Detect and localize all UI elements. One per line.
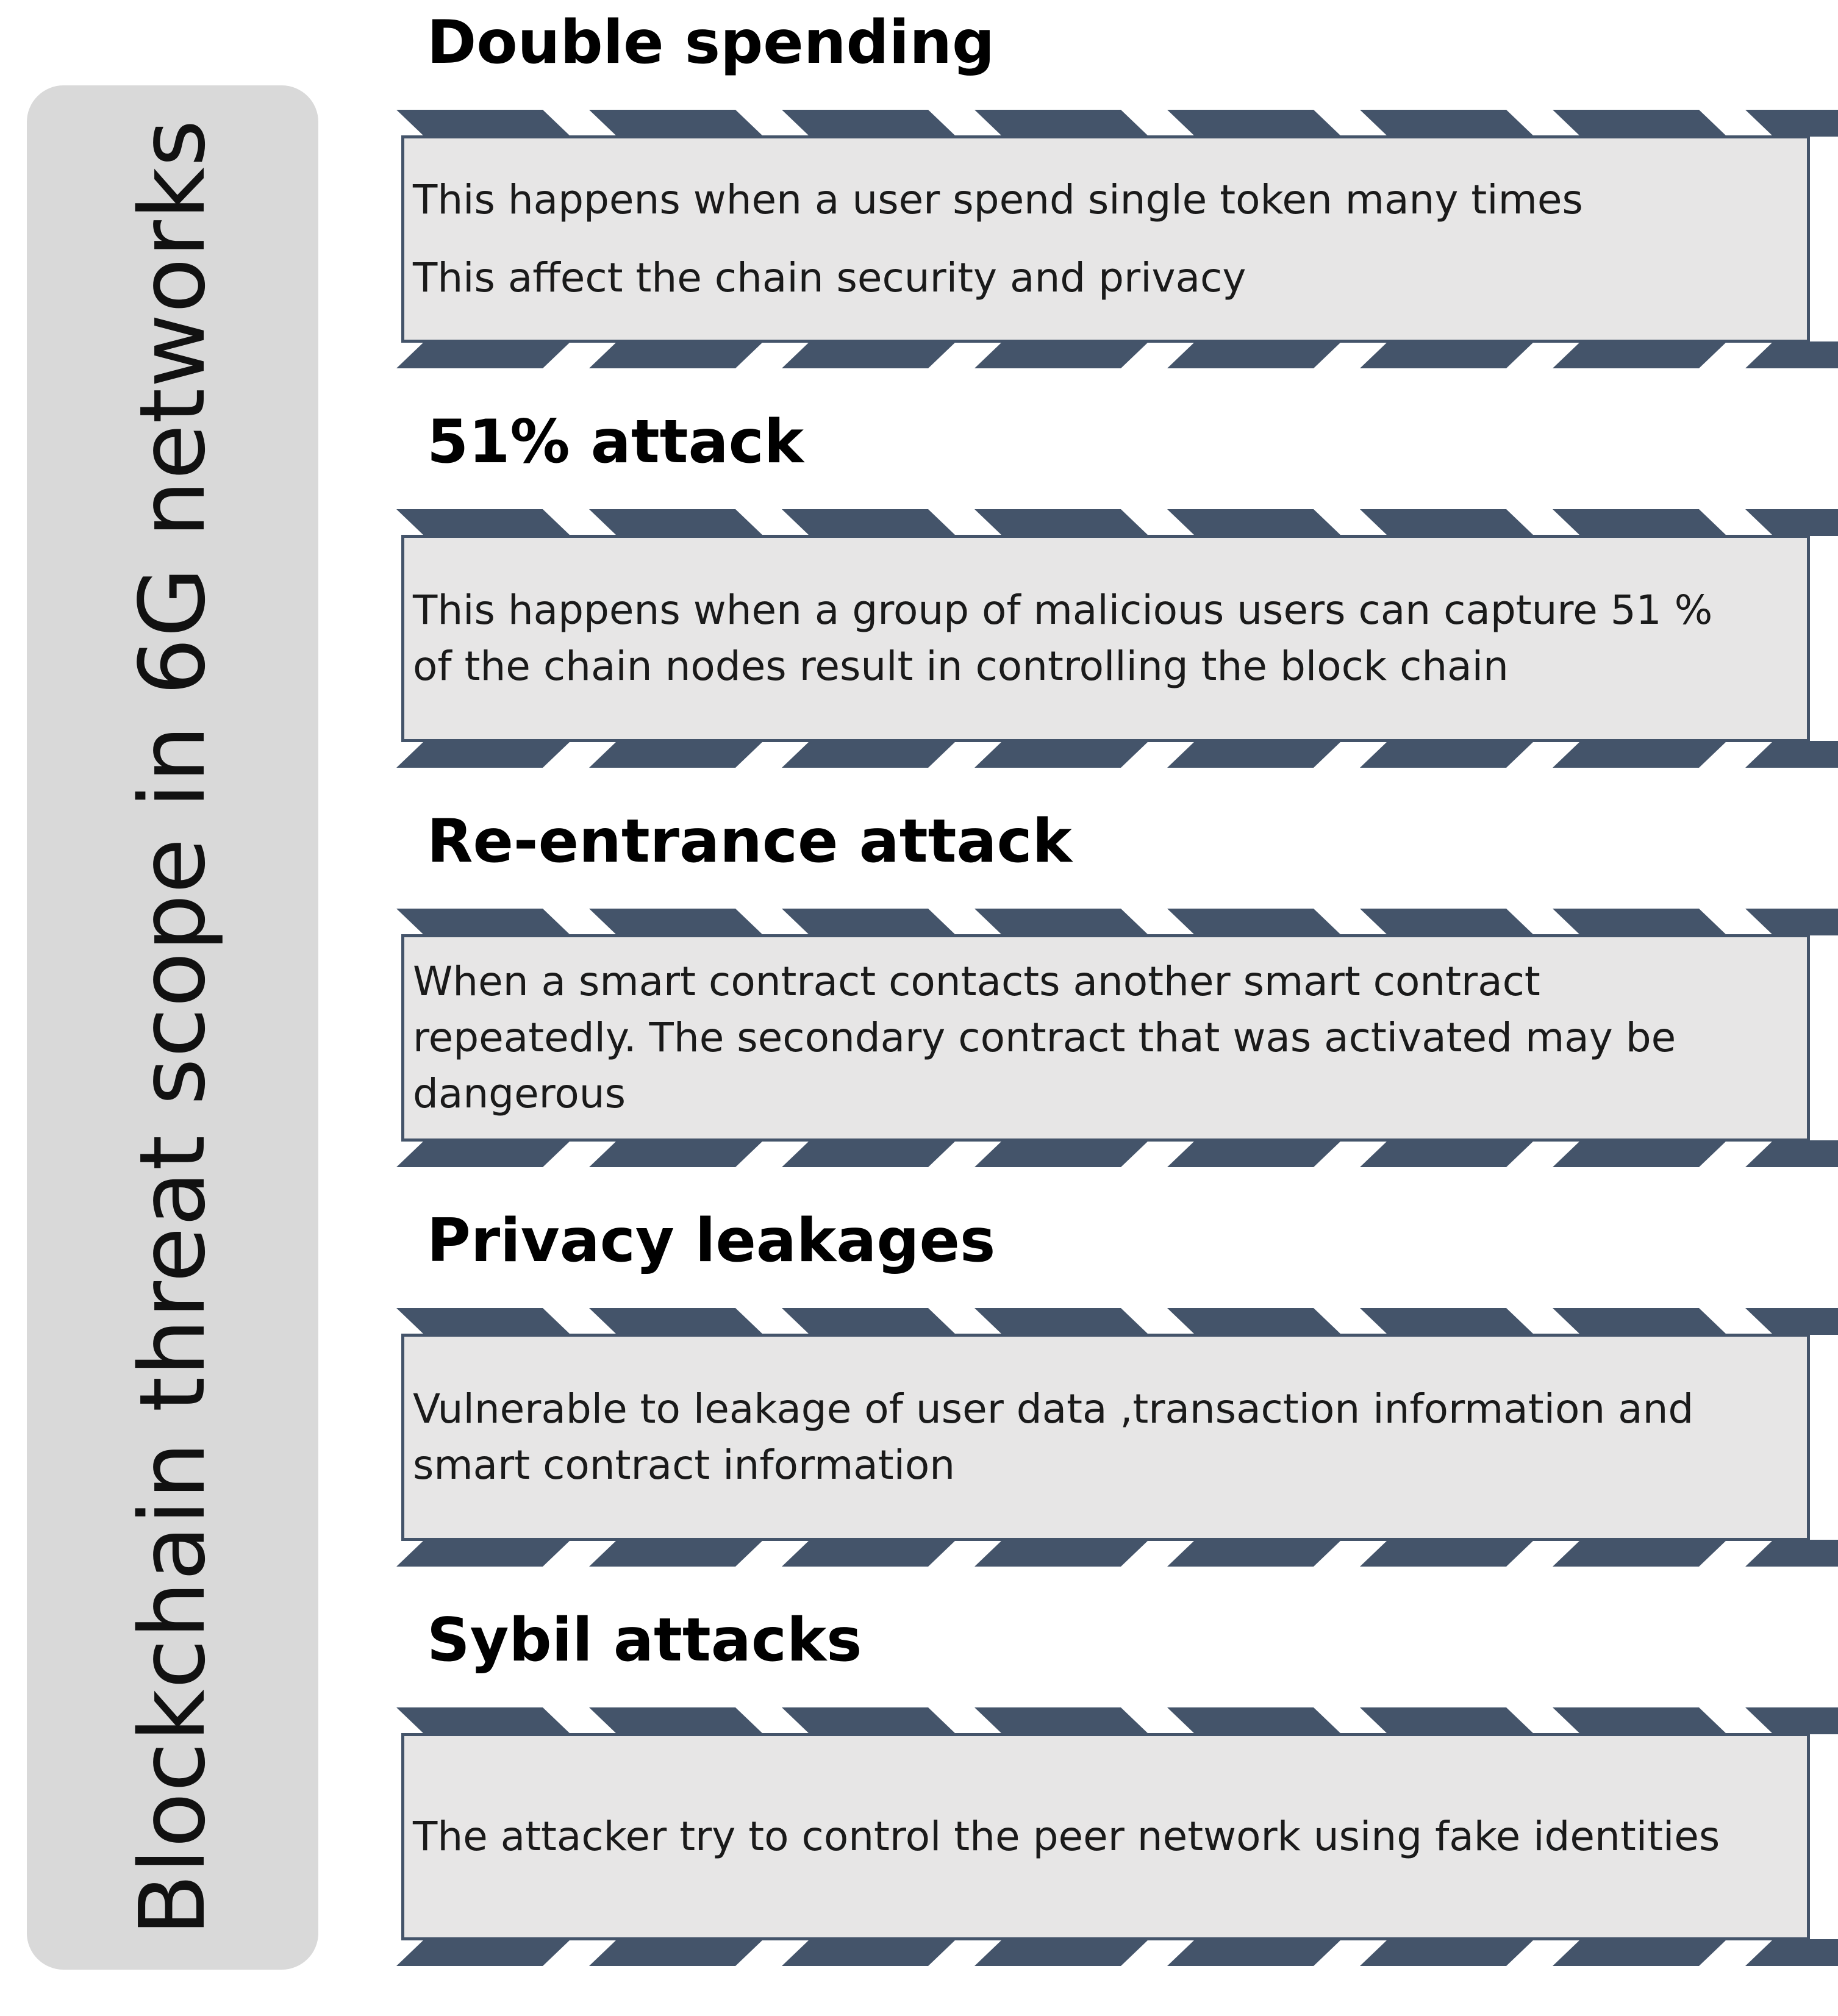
stripe-chevron-segment	[974, 741, 1149, 768]
stripe-chevron-segment	[589, 1939, 763, 1966]
stripe-chevron-segment	[1553, 1140, 1727, 1167]
threat-sybil-attacks	[396, 1598, 1815, 1964]
stripe-chevron-segment	[974, 909, 1149, 935]
stripe-chevron-segment	[396, 1140, 571, 1167]
stripe-chevron-segment	[974, 1707, 1149, 1734]
stripe-chevron-segment	[782, 1540, 956, 1567]
threat-51-percent-attack	[396, 399, 1815, 765]
stripe-chevron-segment	[589, 110, 763, 137]
threat-re-entrance-attack	[396, 799, 1815, 1165]
stripe-chevron-segment	[1745, 741, 1838, 768]
stripe-chevron-segment	[396, 1308, 571, 1335]
stripe-chevron-segment	[974, 1140, 1149, 1167]
threat-heading: Re-entrance attack	[427, 807, 1072, 876]
stripe-chevron-segment	[1553, 1707, 1727, 1734]
stripe-chevron-segment	[782, 110, 956, 137]
stripe-chevron-segment	[974, 110, 1149, 137]
stripe-chevron-segment	[1553, 741, 1727, 768]
threat-heading: Double spending	[427, 8, 995, 77]
stripe-chevron-segment	[1167, 341, 1342, 368]
stripe-chevron-segment	[1360, 341, 1534, 368]
stripe-chevron-segment	[396, 110, 571, 137]
stripe-bottom	[396, 741, 1815, 768]
stripe-chevron-segment	[1360, 1308, 1534, 1335]
threat-description-line: dangerous	[413, 1070, 626, 1117]
stripe-chevron-segment	[1553, 110, 1727, 137]
stripe-chevron-segment	[1167, 1308, 1342, 1335]
threat-description-box	[401, 1334, 1810, 1541]
stripe-chevron-segment	[974, 509, 1149, 536]
stripe-chevron-segment	[396, 1707, 571, 1734]
stripe-chevron-segment	[782, 741, 956, 768]
stripe-chevron-segment	[782, 1939, 956, 1966]
threat-heading: Sybil attacks	[427, 1606, 862, 1675]
stripe-chevron-segment	[782, 509, 956, 536]
side-title: Blockchain threat scope in 6G networks	[120, 119, 225, 1936]
threat-description-line: Vulnerable to leakage of user data ,transaction information and	[413, 1385, 1694, 1432]
stripe-chevron-segment	[1360, 1939, 1534, 1966]
stripe-chevron-segment	[1360, 741, 1534, 768]
stripe-chevron-segment	[1745, 1308, 1838, 1335]
threat-description-line: of the chain nodes result in controlling the block chain	[413, 643, 1509, 690]
stripe-top	[396, 1707, 1815, 1734]
threat-heading: 51% attack	[427, 407, 804, 477]
stripe-chevron-segment	[1745, 1540, 1838, 1567]
stripe-bottom	[396, 1140, 1815, 1167]
threat-description-line: When a smart contract contacts another smart contract	[413, 958, 1540, 1005]
stripe-chevron-segment	[974, 1939, 1149, 1966]
threat-description-line: This happens when a group of malicious users can capture 51 %	[413, 587, 1713, 634]
stripe-chevron-segment	[1360, 1540, 1534, 1567]
stripe-chevron-segment	[589, 341, 763, 368]
stripe-chevron-segment	[396, 1540, 571, 1567]
stripe-chevron-segment	[974, 1308, 1149, 1335]
stripe-chevron-segment	[1167, 110, 1342, 137]
stripe-chevron-segment	[589, 1140, 763, 1167]
stripe-chevron-segment	[396, 509, 571, 536]
stripe-chevron-segment	[589, 909, 763, 935]
stripe-chevron-segment	[1167, 509, 1342, 536]
threat-description-line: smart contract information	[413, 1442, 956, 1489]
stripe-chevron-segment	[782, 1707, 956, 1734]
stripe-chevron-segment	[1553, 1308, 1727, 1335]
stripe-chevron-segment	[1167, 1140, 1342, 1167]
stripe-chevron-segment	[782, 341, 956, 368]
stripe-chevron-segment	[396, 341, 571, 368]
stripe-top	[396, 110, 1815, 137]
stripe-chevron-segment	[974, 1540, 1149, 1567]
stripe-bottom	[396, 1540, 1815, 1567]
stripe-chevron-segment	[1553, 509, 1727, 536]
threat-privacy-leakages	[396, 1198, 1815, 1564]
stripe-bottom	[396, 341, 1815, 368]
stripe-chevron-segment	[1745, 909, 1838, 935]
stripe-chevron-segment	[1745, 110, 1838, 137]
stripe-chevron-segment	[1360, 1707, 1534, 1734]
threat-heading: Privacy leakages	[427, 1206, 996, 1276]
stripe-chevron-segment	[1167, 1540, 1342, 1567]
stripe-chevron-segment	[1360, 110, 1534, 137]
stripe-top	[396, 909, 1815, 935]
stripe-chevron-segment	[782, 909, 956, 935]
stripe-chevron-segment	[589, 1540, 763, 1567]
stripe-chevron-segment	[589, 1308, 763, 1335]
threat-description-box	[401, 535, 1810, 742]
threat-description-line: This happens when a user spend single token many times	[413, 176, 1583, 223]
stripe-chevron-segment	[1167, 741, 1342, 768]
stripe-chevron-segment	[1360, 509, 1534, 536]
threat-description-line: This affect the chain security and privacy	[413, 254, 1246, 301]
threat-description-box	[401, 135, 1810, 343]
stripe-chevron-segment	[396, 909, 571, 935]
stripe-chevron-segment	[1360, 1140, 1534, 1167]
stripe-top	[396, 509, 1815, 536]
threat-description-line: repeatedly. The secondary contract that was activated may be	[413, 1014, 1676, 1061]
stripe-bottom	[396, 1939, 1815, 1966]
stripe-chevron-segment	[1167, 1939, 1342, 1966]
stripe-chevron-segment	[1553, 1540, 1727, 1567]
threat-description-box	[401, 1733, 1810, 1940]
stripe-top	[396, 1308, 1815, 1335]
stripe-chevron-segment	[1553, 341, 1727, 368]
stripe-chevron-segment	[1745, 341, 1838, 368]
stripe-chevron-segment	[589, 741, 763, 768]
stripe-chevron-segment	[1553, 909, 1727, 935]
threat-description-box	[401, 934, 1810, 1142]
side-title-panel	[27, 85, 318, 1970]
stripe-chevron-segment	[1553, 1939, 1727, 1966]
stripe-chevron-segment	[1745, 1707, 1838, 1734]
stripe-chevron-segment	[1167, 1707, 1342, 1734]
stripe-chevron-segment	[782, 1308, 956, 1335]
stripe-chevron-segment	[396, 1939, 571, 1966]
stripe-chevron-segment	[1167, 909, 1342, 935]
stripe-chevron-segment	[1745, 1140, 1838, 1167]
stripe-chevron-segment	[396, 741, 571, 768]
stripe-chevron-segment	[782, 1140, 956, 1167]
stripe-chevron-segment	[1745, 509, 1838, 536]
stripe-chevron-segment	[1360, 909, 1534, 935]
stripe-chevron-segment	[1745, 1939, 1838, 1966]
stripe-chevron-segment	[974, 341, 1149, 368]
stripe-chevron-segment	[589, 509, 763, 536]
stripe-chevron-segment	[589, 1707, 763, 1734]
threat-description-line: The attacker try to control the peer network using fake identities	[413, 1813, 1720, 1860]
threat-double-spending	[396, 0, 1815, 366]
